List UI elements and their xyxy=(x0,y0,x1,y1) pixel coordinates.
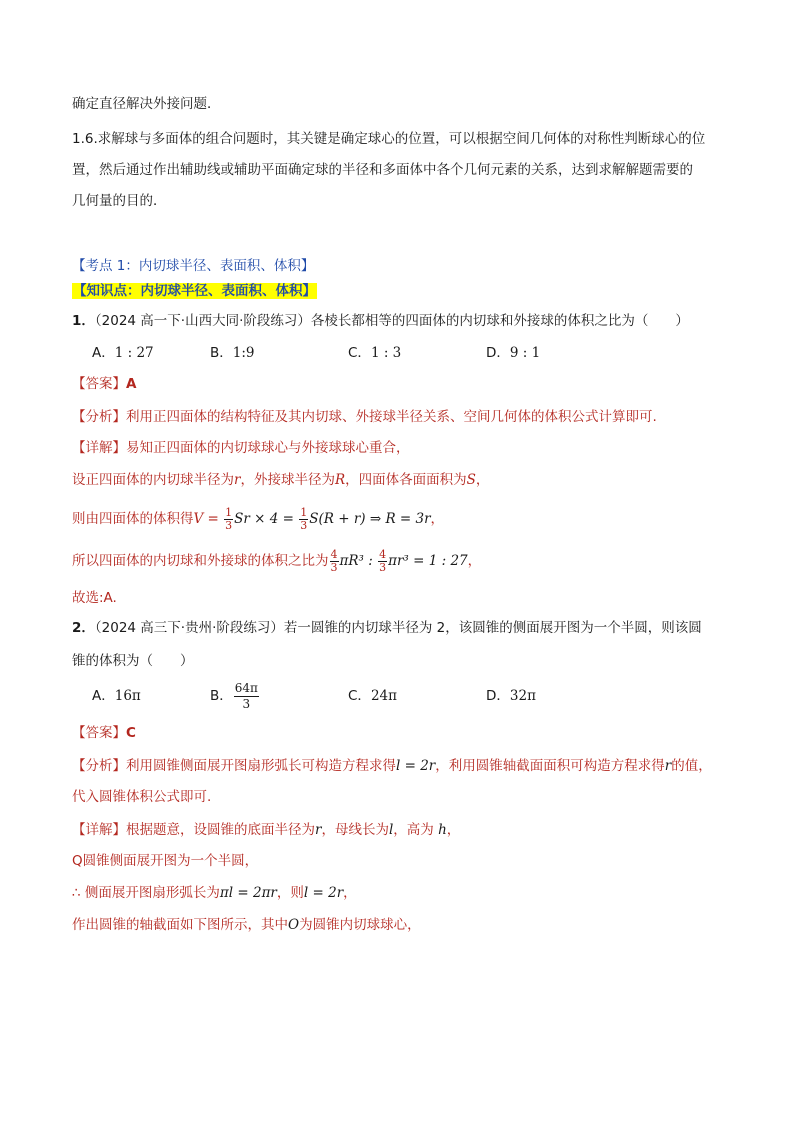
math-op: = xyxy=(203,511,224,527)
fraction-den: 3 xyxy=(225,518,233,532)
fraction-den: 3 xyxy=(300,518,308,532)
detail-text: ∴ 侧面展开图扇形弧长为 xyxy=(72,885,220,901)
math-expr: πR³ : xyxy=(339,553,378,569)
question-1-analysis xyxy=(72,407,657,427)
math-var: r xyxy=(664,758,672,774)
question-1-choose: 故选:A. xyxy=(72,590,117,606)
option-letter: D． xyxy=(486,688,510,704)
option-letter: A． xyxy=(92,345,115,361)
fraction-den: 3 xyxy=(242,696,251,711)
math-var: O xyxy=(288,917,300,933)
question-2-analysis-line-2: 代入圆锥体积公式即可. xyxy=(72,789,212,805)
math-var: h xyxy=(438,822,447,838)
math-var: S xyxy=(466,472,476,488)
detail-tag: 【详解】 xyxy=(72,822,126,838)
question-2-text: 若一圆锥的内切球半径为 2，该圆锥的侧面展开图为一个半圆，则该圆 xyxy=(283,620,702,636)
fraction xyxy=(224,507,233,532)
question-1-option-a xyxy=(92,343,154,363)
question-2-answer xyxy=(72,723,136,743)
question-1-answer xyxy=(72,374,136,394)
fraction-den: 3 xyxy=(330,560,338,574)
option-value: 9 : 1 xyxy=(509,345,541,361)
question-2-stem-line-2: 锥的体积为（ ） xyxy=(72,653,194,669)
math-expr: l = 2r xyxy=(396,758,436,774)
detail-text: 则由四面体的体积得 xyxy=(72,511,194,527)
question-1-detail-line-4 xyxy=(72,548,481,574)
question-1-option-c xyxy=(348,343,401,363)
option-value: 24π xyxy=(370,688,397,704)
math-var: R xyxy=(334,472,346,488)
detail-text: ， xyxy=(343,885,357,901)
detail-text: 设正四面体的内切球半径为 xyxy=(72,472,234,488)
fraction-num: 64π xyxy=(234,680,258,695)
answer-value: C xyxy=(126,725,136,741)
fraction xyxy=(234,681,259,712)
detail-tag: 【详解】 xyxy=(72,440,126,456)
question-1-source: （2024 高一下·山西大同·阶段练习） xyxy=(94,313,311,329)
question-2-stem-line-1 xyxy=(72,618,702,638)
question-1-detail-line-1 xyxy=(72,438,410,458)
question-1-text: 各棱长都相等的四面体的内切球和外接球的体积之比为（ ） xyxy=(310,313,689,329)
detail-text: ，母线长为 xyxy=(321,822,389,838)
detail-text: ， xyxy=(430,511,445,527)
math-expr: πl = 2πr xyxy=(219,885,277,901)
fraction-num: 4 xyxy=(379,547,387,561)
fraction-num: 1 xyxy=(300,505,308,519)
question-2-number: 2． xyxy=(72,620,95,636)
answer-tag: 【答案】 xyxy=(72,725,126,741)
option-value: 1:9 xyxy=(232,345,255,361)
option-letter: C． xyxy=(348,345,371,361)
option-letter: C． xyxy=(348,688,371,704)
detail-text: 根据题意，设圆锥的底面半径为 xyxy=(126,822,315,838)
fraction xyxy=(378,549,387,574)
answer-tag: 【答案】 xyxy=(72,376,126,392)
question-1-stem xyxy=(72,311,689,331)
question-2-detail-line-2: Q圆锥侧面展开图为一个半圆， xyxy=(72,853,259,869)
paragraph-1-6-line-2: 置，然后通过作出辅助线或辅助平面确定球的半径和多面体中各个几何元素的关系，达到求解解题需要的 xyxy=(72,162,693,178)
fraction xyxy=(299,507,308,532)
option-value: 16π xyxy=(114,688,141,704)
detail-text: 作出圆锥的轴截面如下图所示，其中 xyxy=(72,917,288,933)
detail-text: ， xyxy=(446,822,461,838)
fraction-num: 4 xyxy=(330,547,338,561)
detail-text: ， xyxy=(475,472,490,488)
detail-text: ，外接球半径为 xyxy=(240,472,335,488)
zhishidian-heading xyxy=(72,281,317,301)
analysis-text: 利用圆锥侧面展开图扇形弧长可构造方程求得 xyxy=(126,758,396,774)
detail-text: 易知正四面体的内切球球心与外接球球心重合， xyxy=(126,440,410,456)
detail-text: 所以四面体的内切球和外接球的体积之比为 xyxy=(72,553,329,569)
math-expr: l = 2r xyxy=(303,885,344,901)
paragraph-1-6-line-3: 几何量的目的． xyxy=(72,193,167,209)
kaodian-heading: 【考点 1：内切球半径、表面积、体积】 xyxy=(72,258,315,274)
question-2-source: （2024 高三下·贵州·阶段练习） xyxy=(94,620,284,636)
option-letter: B． xyxy=(210,688,233,704)
question-1-number: 1． xyxy=(72,313,95,329)
fraction-den: 3 xyxy=(379,560,387,574)
math-expr: S(R + r) ⇒ R = 3r xyxy=(309,511,431,527)
question-1-detail-line-2 xyxy=(72,470,489,490)
math-var: r xyxy=(315,822,322,838)
detail-text: ，则 xyxy=(276,885,304,901)
question-1-option-b xyxy=(210,343,255,363)
option-letter: A． xyxy=(92,688,115,704)
analysis-text: ，利用圆锥轴截面面积可构造方程求得 xyxy=(435,758,665,774)
option-letter: B． xyxy=(210,345,233,361)
option-value: 1 : 3 xyxy=(370,345,402,361)
math-var: l xyxy=(388,822,394,838)
question-2-option-c xyxy=(348,686,397,706)
question-1-option-d xyxy=(486,343,540,363)
question-2-analysis-line-1 xyxy=(72,756,712,776)
detail-text: ， xyxy=(467,553,482,569)
math-expr: πr³ = 1 : 27 xyxy=(388,553,468,569)
analysis-tag: 【分析】 xyxy=(72,409,126,425)
detail-text: ，四面体各面面积为 xyxy=(345,472,467,488)
question-2-detail-line-3 xyxy=(72,883,357,903)
math-var: V xyxy=(193,511,204,527)
intro-line: 确定直径解决外接问题． xyxy=(72,96,221,112)
detail-text: ，高为 xyxy=(393,822,439,838)
detail-text: 为圆锥内切球球心， xyxy=(299,917,421,933)
question-2-option-b xyxy=(210,676,260,716)
question-2-detail-line-4 xyxy=(72,915,421,935)
math-var: r xyxy=(234,472,241,488)
analysis-text: 的值， xyxy=(671,758,712,774)
option-value: 32π xyxy=(509,688,536,704)
math-expr: Sr × 4 = xyxy=(234,511,299,527)
answer-value: A xyxy=(126,376,137,392)
fraction xyxy=(330,549,339,574)
analysis-text: 利用正四面体的结构特征及其内切球、外接球半径关系、空间几何体的体积公式计算即可. xyxy=(126,409,657,425)
question-2-option-a xyxy=(92,686,141,706)
option-value: 1 : 27 xyxy=(114,345,154,361)
paragraph-1-6-line-1: 1.6.求解球与多面体的组合问题时，其关键是确定球心的位置，可以根据空间几何体的对称性判断球心的位 xyxy=(72,131,706,147)
question-2-detail-line-1 xyxy=(72,820,460,840)
question-2-option-d xyxy=(486,686,536,706)
zhishidian-highlight: 【知识点：内切球半径、表面积、体积】 xyxy=(73,283,316,299)
question-1-detail-line-3 xyxy=(72,506,444,532)
analysis-tag: 【分析】 xyxy=(72,758,126,774)
fraction-num: 1 xyxy=(225,505,233,519)
option-letter: D． xyxy=(486,345,510,361)
